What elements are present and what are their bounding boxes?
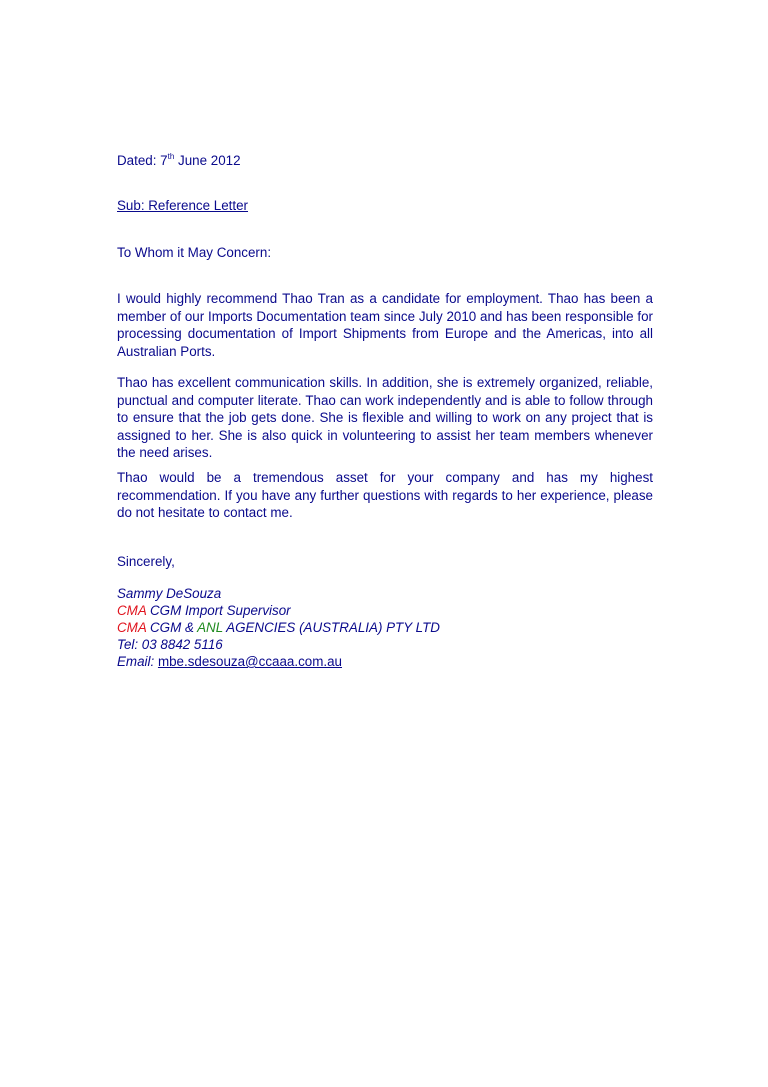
title-rest: CGM Import Supervisor bbox=[146, 603, 291, 618]
letter-subject: Sub: Reference Letter bbox=[117, 198, 249, 213]
date-superscript: th bbox=[167, 152, 175, 161]
letter-closing: Sincerely, bbox=[117, 554, 175, 569]
signature-company bbox=[117, 619, 440, 636]
email-link[interactable]: mbe.sdesouza@ccaaa.com.au bbox=[157, 654, 343, 669]
signature-name: Sammy DeSouza bbox=[117, 586, 222, 601]
letter-date bbox=[117, 152, 241, 169]
body-paragraph-1: I would highly recommend Thao Tran as a candidate for employment. Thao has been a member of our Imports Documentation team since July 2010 and has been responsible for processing documentation of Import Shipments from Europe and the Americas, into all Australian Ports. bbox=[117, 291, 653, 359]
signature-tel: Tel: 03 8842 5116 bbox=[117, 637, 223, 652]
title-cma-brand: CMA bbox=[117, 603, 147, 618]
date-prefix: Dated: 7 bbox=[117, 153, 168, 168]
date-suffix: June 2012 bbox=[174, 153, 241, 168]
letter-salutation: To Whom it May Concern: bbox=[117, 245, 272, 260]
company-anl-brand: ANL bbox=[197, 620, 223, 635]
company-mid: CGM & bbox=[146, 620, 198, 635]
body-paragraph-3: Thao would be a tremendous asset for your company and has my highest recommendation. If you have any further questions with regards to her experience, please do not hesitate to contact me. bbox=[117, 470, 653, 521]
signature-email bbox=[117, 653, 342, 670]
body-paragraph-2: Thao has excellent communication skills. In addition, she is extremely organized, reliable, punctual and computer literate. Thao can work independently and is able to follow through to ensure that the job gets done. She is flexible and willing to work on any project that is assigned to her. She is also quick in volunteering to assist her team members whenever the need arises. bbox=[117, 375, 653, 461]
company-cma-brand: CMA bbox=[117, 620, 147, 635]
signature-title bbox=[117, 602, 291, 619]
company-rest: AGENCIES (AUSTRALIA) PTY LTD bbox=[222, 620, 440, 635]
email-label: Email: bbox=[117, 654, 155, 669]
